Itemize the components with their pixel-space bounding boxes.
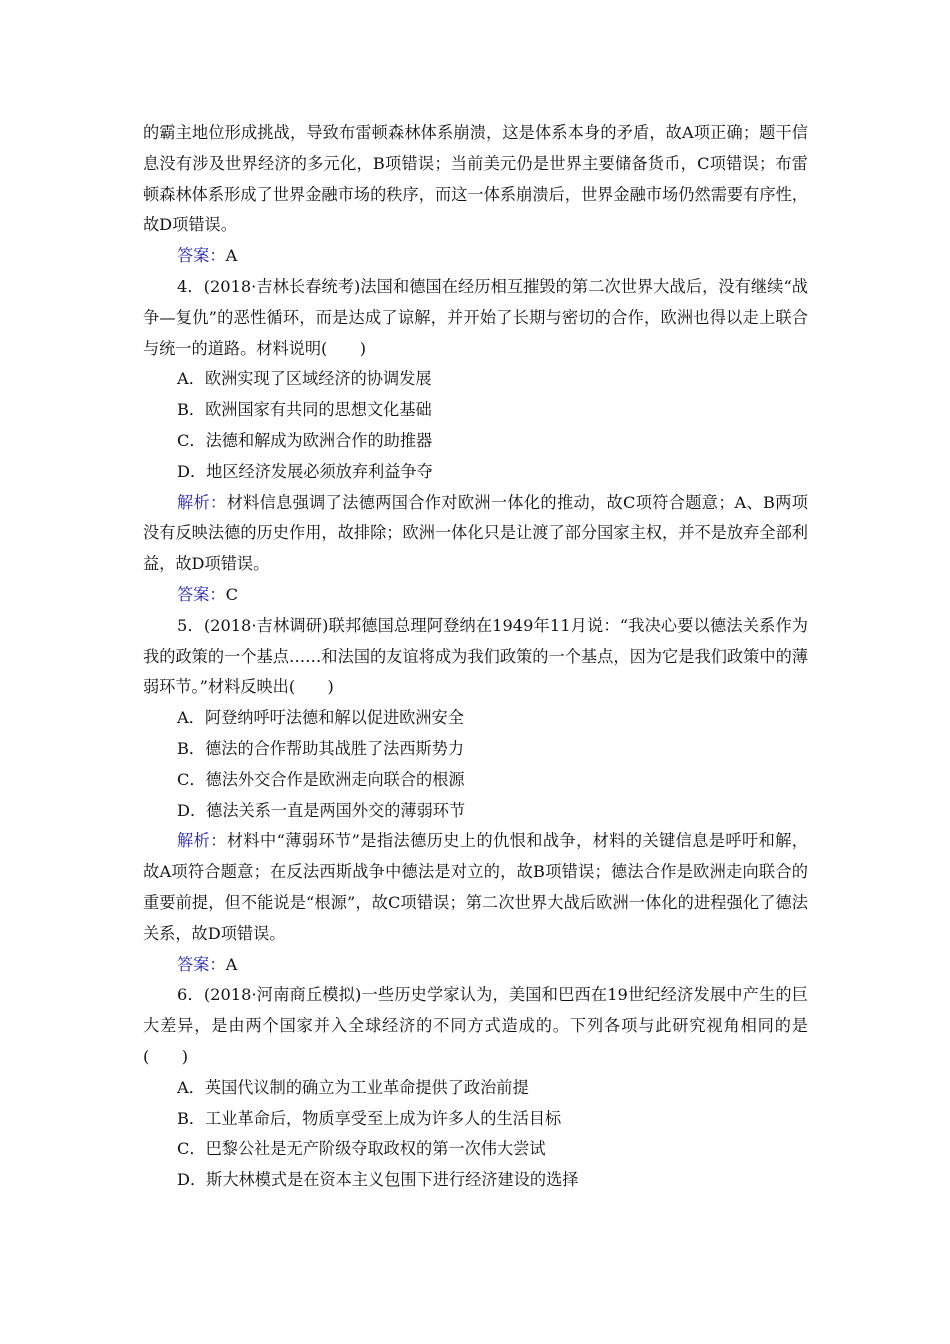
option-6a: A．英国代议制的确立为工业革命提供了政治前提 (177, 1077, 529, 1097)
option-4d: D．地区经济发展必须放弃利益争夺 (177, 461, 433, 481)
answer-line-q4 (143, 580, 808, 611)
answer-label: 答案： (177, 954, 226, 974)
option-4a: A．欧洲实现了区域经济的协调发展 (177, 369, 432, 389)
analysis-4 (143, 488, 808, 580)
answer-label: 答案： (177, 584, 226, 604)
answer-line-q3 (143, 241, 808, 272)
page-content (143, 118, 808, 1196)
question-stem-6: 6．(2018·河南商丘模拟)一些历史学家认为，美国和巴西在19世纪经济发展中产生的巨大差异，是由两个国家并入全球经济的不同方式造成的。下列各项与此研究视角相同的是( ) (143, 985, 808, 1066)
question-stem-5: 5．(2018·吉林调研)联邦德国总理阿登纳在1949年11月说：“我决心要以德法关系作为我的政策的一个基点……和法国的友谊将成为我们政策的一个基点，因为它是我们政策中的薄弱环节。”材料反映出( ) (143, 615, 808, 697)
option-6d: D．斯大林模式是在资本主义包围下进行经济建设的选择 (177, 1170, 579, 1190)
answer-value: A (225, 954, 238, 974)
answer-value: A (225, 246, 238, 266)
previous-analysis-tail: 的霸主地位形成挑战，导致布雷顿森林体系崩溃，这是体系本身的矛盾，故A项正确；题干信息没有涉及世界经济的多元化，B项错误；当前美元仍是世界主要储备货币，C项错误；布雷顿森林体系形成了世界金融市场的秩序，而这一体系崩溃后，世界金融市场仍然需要有序性，故D项错误。 (143, 123, 808, 235)
analysis-text-4: 材料信息强调了法德两国合作对欧洲一体化的推动，故C项符合题意；A、B两项没有反映法德的历史作用，故排除；欧洲一体化只是让渡了部分国家主权，并不是放弃全部利益，故D项错误。 (143, 492, 808, 574)
option-6c: C．巴黎公社是无产阶级夺取政权的第一次伟大尝试 (177, 1139, 546, 1159)
option-4c: C．法德和解成为欧洲合作的助推器 (177, 430, 433, 450)
answer-value: C (225, 584, 238, 604)
option-5a: A．阿登纳呼吁法德和解以促进欧洲安全 (177, 708, 464, 728)
option-5b: B．德法的合作帮助其战胜了法西斯势力 (177, 738, 465, 758)
answer-line-q5 (143, 950, 808, 981)
option-5c: C．德法外交合作是欧洲走向联合的根源 (177, 769, 465, 789)
option-4b: B．欧洲国家有共同的思想文化基础 (177, 400, 432, 420)
analysis-label: 解析： (177, 492, 227, 512)
option-6b: B．工业革命后，物质享受至上成为许多人的生活目标 (177, 1108, 562, 1128)
analysis-text-5: 材料中“薄弱环节”是指法德历史上的仇恨和战争，材料的关键信息是呼吁和解，故A项符合题意；在反法西斯战争中德法是对立的，故B项错误；德法合作是欧洲走向联合的重要前提，但不能说是“根源”，故C项错误；第二次世界大战后欧洲一体化的进程强化了德法关系，故D项错误。 (143, 831, 808, 943)
analysis-5 (143, 826, 808, 949)
answer-label: 答案： (177, 246, 226, 266)
question-stem-4: 4．(2018·吉林长春统考)法国和德国在经历相互摧毁的第二次世界大战后，没有继续“战争—复仇”的恶性循环，而是达成了谅解，并开始了长期与密切的合作，欧洲也得以走上联合与统一的道路。材料说明( ) (143, 276, 808, 358)
analysis-label: 解析： (177, 831, 227, 851)
option-5d: D．德法关系一直是两国外交的薄弱环节 (177, 800, 466, 820)
